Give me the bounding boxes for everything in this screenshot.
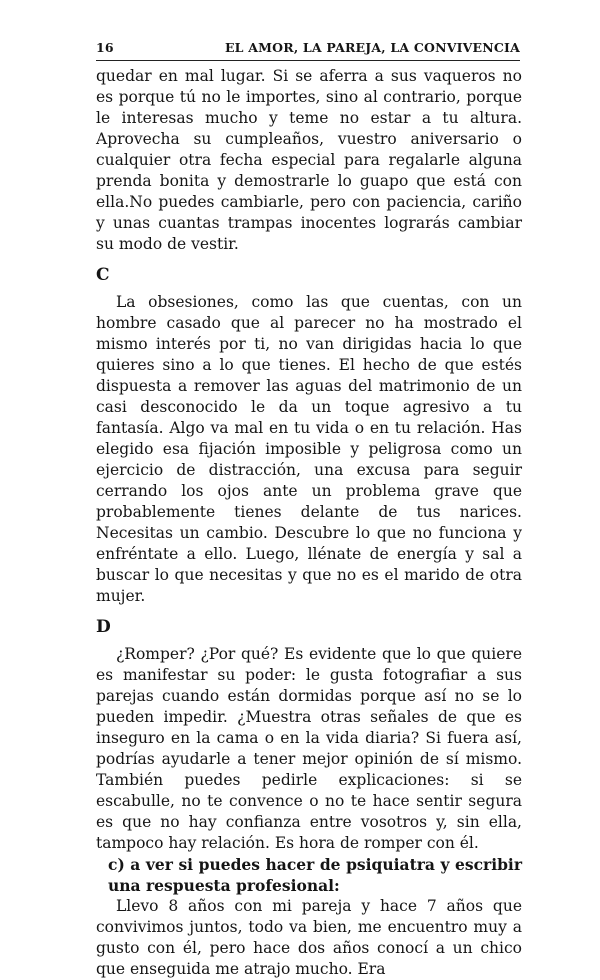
header-rule [96,60,520,61]
running-title: EL AMOR, LA PAREJA, LA CONVIVENCIA [224,40,520,55]
continuation-paragraph: quedar en mal lugar. Si se aferra a sus vaqueros no es porque tú no le importes, sino al contrario, porque le interesas mucho y teme no estar a tu altura. Aprovecha su cumpleaños, vuestro aniversario o cualquier otra fecha especial para regalarle alguna prenda bonita y demostrarle lo guapo que está con ella.No puedes cambiarle, pero con paciencia, cariño y unas cuantas trampas inocentes lograrás cambiar su modo de vestir. [96,67,522,253]
section-heading-d: D [96,617,111,637]
page-number: 16 [96,40,114,55]
section-c-paragraph: La obsesiones, como las que cuentas, con un hombre casado que al parecer no ha mostrado el mismo interés por ti, no van dirigidas hacia lo que quieres sino a lo que tienes. El hecho de que estés dispuesta a remover las aguas del matrimonio de un casi desconocido le da un toque agresivo a tu fantasía. Algo va mal en tu vida o en tu relación. Has elegido esa fijación imposible y peligrosa como un ejercicio de distracción, una excusa para seguir cerrando los ojos ante un problema grave que probablemente tienes delante de tus narices. Necesitas un cambio. Descubre lo que no funciona y enfréntate a ello. Luego, llénate de energía y sal a buscar lo que necesitas y que no es el marido de otra mujer. [96,293,522,605]
page-body [96,66,522,980]
question-prompt: c) a ver si puedes hacer de psiquiatra y escribir una respuesta profesional: [108,855,522,895]
section-heading-c: C [96,265,110,285]
section-d-paragraph: ¿Romper? ¿Por qué? Es evidente que lo que quiere es manifestar su poder: le gusta fotografiar a sus parejas cuando están dormidas porque así no se lo pueden impedir. ¿Muestra otras señales de que es inseguro en la cama o en la vida diaria? Si fuera así, podrías ayudarle a tener mejor opinión de sí mismo. También puedes pedirle explicaciones: si se escabulle, no te convence o no te hace sentir segura es que no hay confianza entre vosotros y, sin ella, tampoco hay relación. Es hora de romper con él. [96,645,522,852]
page-header [96,40,520,60]
letter-paragraph: Llevo 8 años con mi pareja y hace 7 años que convivimos juntos, todo va bien, me encuentro muy a gusto con él, pero hace dos años conocí a un chico que enseguida me atrajo mucho. Era [96,897,522,978]
